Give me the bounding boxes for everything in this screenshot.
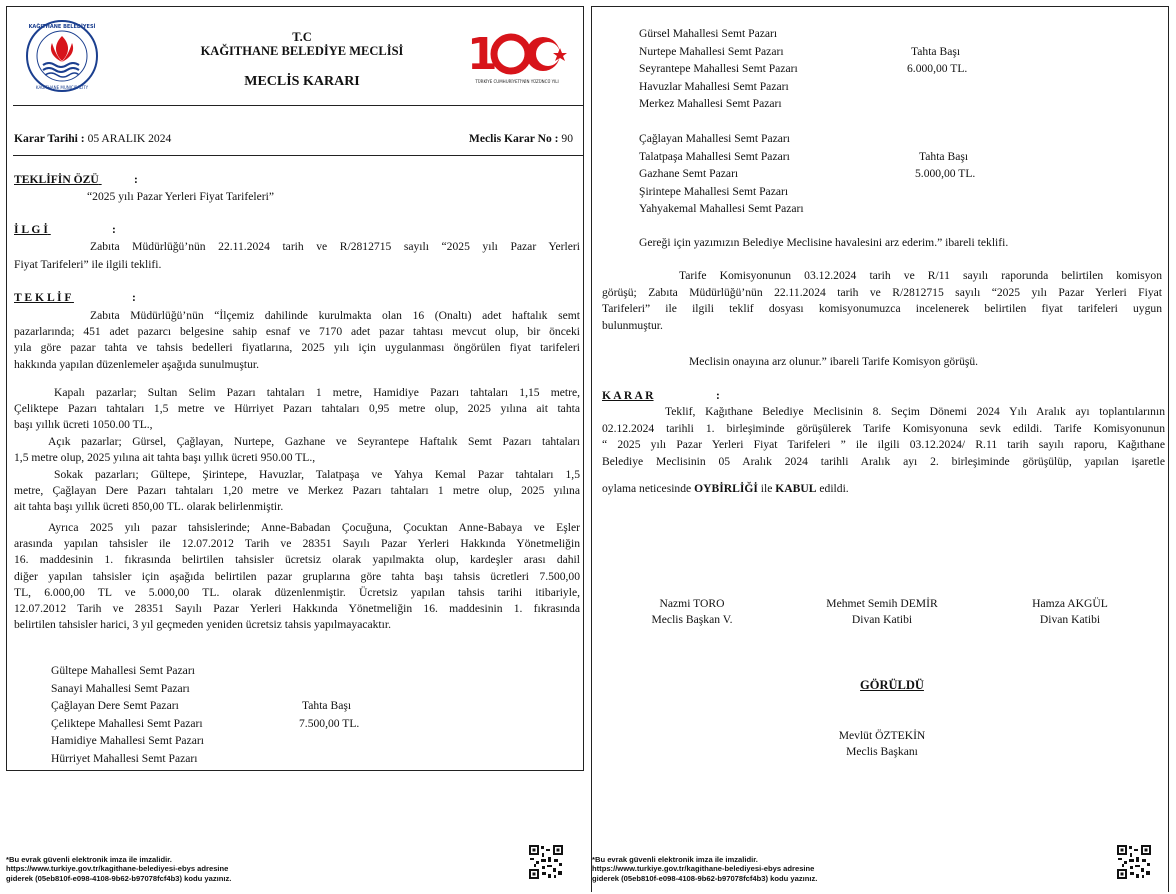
logo-text-bottom: KAĞITHANE MUNICIPALITY: [35, 85, 89, 90]
decision-number-label: Meclis Karar No :: [468, 132, 559, 145]
decision-date-label: Karar Tarihi :: [14, 132, 85, 145]
footer-line-1-right: *Bu evrak güvenli elektronik imza ile imzalidir.: [592, 855, 758, 864]
qr-code-icon-right: [1116, 844, 1152, 880]
market-name: Seyrantepe Mahallesi Semt Pazarı: [639, 62, 798, 76]
paragraph-line: pazarlarında; 451 adet pazarcı belgesine sahip esnaf ve 7170 adet pazar tahtası mevcut olup, bir önceki: [14, 325, 580, 339]
karar-last-post: edildi.: [816, 482, 849, 495]
footer-line-2-right: https://www.turkiye.gov.tr/kagithane-belediyesi-ebys adresine: [592, 864, 815, 874]
ilgi-line-1: Zabıta Müdürlüğü’nün 22.11.2024 tarih ve R/2812715 sayılı “2025 yılı Pazar Yerleri: [90, 240, 580, 253]
board-fee-price: 6.000,00 TL.: [907, 62, 968, 76]
municipality-logo-icon: [25, 19, 99, 93]
paragraph-line: TL, 6.000,00 TL ve 5.000,00 TL. olarak düzenlenmiştir. Ücretsiz yapılan tahsis tarihi itibariyle,: [14, 585, 580, 599]
section-heading-karar: [602, 388, 719, 404]
market-name: Hamidiye Mahallesi Semt Pazarı: [51, 734, 204, 748]
signature-3: [990, 596, 1150, 627]
paragraph-line: Açık pazarlar; Gürsel, Çağlayan, Nurtepe, Gazhane ve Seyrantepe Haftalık Semt Pazarı tahtaları: [48, 435, 580, 448]
paragraph-line: belirtilen tahsisler harici, 3 yıl geçmeden yeniden ücretsiz tahsis yapılmayacaktır.: [14, 618, 391, 632]
goruldu-title: Meclis Başkanı: [846, 744, 918, 758]
paragraph-line: bulunmuştur.: [602, 318, 663, 332]
board-fee-label: Tahta Başı: [911, 44, 961, 58]
centenary-logo-icon: [465, 31, 569, 87]
market-name: Çeliktepe Mahallesi Semt Pazarı: [51, 716, 203, 730]
market-name: Gültepe Mahallesi Semt Pazarı: [51, 664, 195, 677]
paragraph-line: 02.12.2024 tarihli 1. birleşiminde görüşülerek Tarife Komisyonuna sevk edildi. Tarife Komisyonunun: [602, 421, 1165, 435]
ilgi-line-2: Fiyat Tarifeleri” ile ilgili teklifi.: [14, 258, 162, 271]
board-fee-price: 5.000,00 TL.: [915, 167, 976, 181]
karar-heading: K A R A R: [602, 389, 654, 402]
signature-2-title: Divan Katibi: [851, 612, 913, 626]
paragraph-line: ait tahta başı yıllık ücreti 850,00 TL. olarak belirlenmiştir.: [14, 500, 284, 514]
market-name: Yahyakemal Mahallesi Semt Pazarı: [639, 202, 804, 216]
esignature-note-left: [6, 855, 231, 883]
goruldu-name: Mevlüt ÖZTEKİN: [838, 729, 926, 742]
karar-colon: :: [716, 389, 720, 402]
market-name: Havuzlar Mahallesi Semt Pazarı: [639, 79, 789, 93]
paragraph-line: Sokak pazarları; Gültepe, Şirintepe, Havuzlar, Talatpaşa ve Yahya Kemal Pazar tahtaları 1,5: [54, 468, 580, 481]
teklif-colon: :: [132, 291, 136, 304]
right-page: [591, 6, 1169, 892]
signature-3-name: Hamza AKGÜL: [1032, 597, 1108, 610]
paragraph-line: 12.07.2012 Tarih ve 28351 Sayılı Pazar Yerleri Hakkında Yönetmeliğin 16. maddesinin 1. fıkrasında: [14, 602, 580, 615]
signature-2-name: Mehmet Semih DEMİR: [826, 597, 938, 610]
paragraph-line: Belediye Meclisinin 05 Aralık 2024 tarihli Aralık ayı 2. birleşiminde görüşülüp, yapılan işaretle: [602, 454, 1165, 468]
left-page: [6, 6, 584, 771]
ilgi-heading: İ L G İ: [14, 223, 48, 236]
board-fee-label: Tahta Başı: [302, 699, 352, 713]
market-name: Gazhane Semt Pazarı: [639, 167, 739, 181]
footer-line-1: *Bu evrak güvenli elektronik imza ile imzalidir.: [6, 855, 172, 864]
paragraph-line: hakkında yapılan düzenlemeler aşağıda sunulmuştur.: [14, 357, 260, 371]
teklifin-ozu-colon: :: [134, 173, 138, 186]
logo-text-top: KAĞITHANE BELEDİYESİ: [28, 24, 96, 30]
paragraph-line: 1,5 metre olup, 2025 yılına ait tahta başı yıllık ücreti 950.00 TL.,: [14, 451, 316, 465]
footer-line-3-right: giderek (05eb810f-e098-4108-9b62-b97078fcf4b3) kodu yazınız.: [592, 873, 818, 883]
section-heading-teklif: [14, 290, 579, 306]
karar-unanimous: OYBİRLİĞİ: [694, 482, 758, 495]
paragraph-line: Çeliktepe Pazarı tahtaları 1,5 metre ve Hürriyet Pazarı tahtaları 0,95 metre olup, 2025 yılına ait tahta: [14, 402, 580, 416]
market-name: Sanayi Mahallesi Semt Pazarı: [51, 681, 190, 695]
market-name: Çağlayan Dere Semt Pazarı: [51, 699, 179, 713]
section-heading-ilgi: [14, 222, 579, 238]
paragraph-line: 16. maddesinin 1. fıkrasında belirtilen tahsisler ücretsiz olarak yapılmakta olup, kardeşler arası dahil: [14, 553, 580, 567]
section-heading-teklifin-ozu: [14, 172, 579, 188]
signature-3-title: Divan Katibi: [1039, 612, 1101, 626]
teklif-heading: T E K L İ F: [14, 291, 72, 304]
signature-1: [612, 596, 772, 627]
decision-date: [14, 131, 171, 147]
paragraph-line: görüşü; Zabıta Müdürlüğü’nün 22.11.2024 tarih ve R/2812715 sayılı “2025 yılı Pazar Yerleri Fiyat: [602, 285, 1162, 299]
karar-last-line: [602, 481, 849, 497]
closing-text: Gereği için yazımızın Belediye Meclisine havalesini arz ederim.” ibareli teklifi.: [639, 236, 1009, 249]
signature-1-name: Nazmi TORO: [659, 597, 725, 610]
board-fee-price: 7.500,00 TL.: [299, 716, 360, 730]
paragraph-line: Tarife Komisyonunun 03.12.2024 tarih ve R/11 sayılı raporunda belirtilen komisyon: [679, 269, 1162, 282]
esignature-note-right: [592, 855, 817, 883]
karar-last-pre: oylama neticesinde: [602, 482, 695, 495]
commission-closing: Meclisin onayına arz olunur.” ibareli Tarife Komisyon görüşü.: [689, 355, 979, 368]
market-name: Nurtepe Mahallesi Semt Pazarı: [639, 44, 784, 58]
board-fee-label: Tahta Başı: [919, 149, 969, 163]
paragraph-line: yıla göre pazar tahta ve tahsis bedelleri fiyatlarına, 2025 yılı için uygulanması öngörülen fiyat tarifeleri: [14, 341, 580, 355]
paragraph-line: Ayrıca 2025 yılı pazar tahsislerinde; Anne-Babadan Çocuğuna, Çocuktan Anne-Babaya ve Eşler: [48, 521, 580, 534]
goruldu-heading: GÖRÜLDÜ: [860, 678, 924, 692]
decision-number: [469, 131, 573, 147]
header-divider: [13, 105, 583, 106]
paragraph-line: Zabıta Müdürlüğü’nün “İlçemiz dahilinde kurulmakta olan 16 (Onaltı) adet haftalık semt: [90, 309, 580, 322]
signature-1-title: Meclis Başkan V.: [651, 612, 733, 626]
header-tc: T.C: [292, 30, 312, 44]
paragraph-line: Kapalı pazarlar; Sultan Selim Pazarı tahtaları 1 metre, Hamidiye Pazarı tahtaları 1,15 metre,: [54, 386, 580, 399]
karar-last-mid: ile: [757, 482, 776, 495]
karar-accepted: KABUL: [775, 482, 817, 495]
signature-2: [802, 596, 962, 627]
market-name: Gürsel Mahallesi Semt Pazarı: [639, 27, 778, 40]
market-name: Hürriyet Mahallesi Semt Pazarı: [51, 752, 198, 765]
paragraph-line: diğer yapılan tahsisler için aşağıda belirtilen pazar gruplarına göre tahta başı tahsis ücretleri 7.500,00: [14, 569, 580, 583]
market-name: Talatpaşa Mahallesi Semt Pazarı: [639, 149, 790, 163]
paragraph-line: metre, Çağlayan Dere Pazarı tahtaları 1,20 metre ve Merkez Pazarı tahtaları 1 metre olup, 2025 yılına: [14, 484, 580, 498]
meta-divider: [13, 155, 583, 156]
teklifin-ozu-heading: TEKLİFİN ÖZÜ: [14, 173, 99, 186]
market-name: Merkez Mahallesi Semt Pazarı: [639, 97, 782, 111]
qr-code-icon: [528, 844, 564, 880]
paragraph-line: Teklif, Kağıthane Belediye Meclisinin 8. Seçim Dönemi 2024 Yılı Aralık ayı toplantılarının: [665, 405, 1165, 418]
footer-line-2: https://www.turkiye.gov.tr/kagithane-belediyesi-ebys adresine: [6, 864, 229, 874]
market-name: Çağlayan Mahallesi Semt Pazarı: [639, 132, 790, 145]
goruldu-signature: [782, 728, 982, 759]
decision-number-value: 90: [561, 132, 573, 145]
centenary-caption: TÜRKİYE CUMHURİYETİ'NİN YÜZÜNCÜ YILI: [475, 79, 559, 84]
market-name: Şirintepe Mahallesi Semt Pazarı: [639, 184, 789, 198]
paragraph-line: “ 2025 yılı Pazar Yerleri Fiyat Tarifeleri ” ile ilgili 03.12.2024/ R.11 tarih sayılı raporu, Kağıthane: [602, 438, 1165, 451]
header-council: KAĞITHANE BELEDİYE MECLİSİ: [200, 44, 404, 58]
decision-date-value: 05 ARALIK 2024: [87, 132, 172, 145]
ilgi-colon: :: [112, 223, 116, 236]
footer-line-3: giderek (05eb810f-e098-4108-9b62-b97078fcf4b3) kodu yazınız.: [6, 873, 232, 883]
page-title: MECLİS KARARI: [244, 74, 360, 89]
paragraph-line: arasında yapılan tahsisler ile 12.07.2012 Tarih ve 28351 Sayılı Pazar Yerleri Hakkında Yönetmeliğin: [14, 537, 580, 551]
svg-text:1: 1: [467, 31, 498, 80]
teklifin-ozu-text: “2025 yılı Pazar Yerleri Fiyat Tarifeleri”: [87, 190, 274, 203]
paragraph-line: Tarifeleri” ile ilgili teklif dosyası komisyonumuzca incelenerek belirtilen fiyat tarifeleri uygun: [602, 302, 1162, 315]
paragraph-line: başı yıllık ücreti 1050.00 TL.,: [14, 418, 153, 432]
